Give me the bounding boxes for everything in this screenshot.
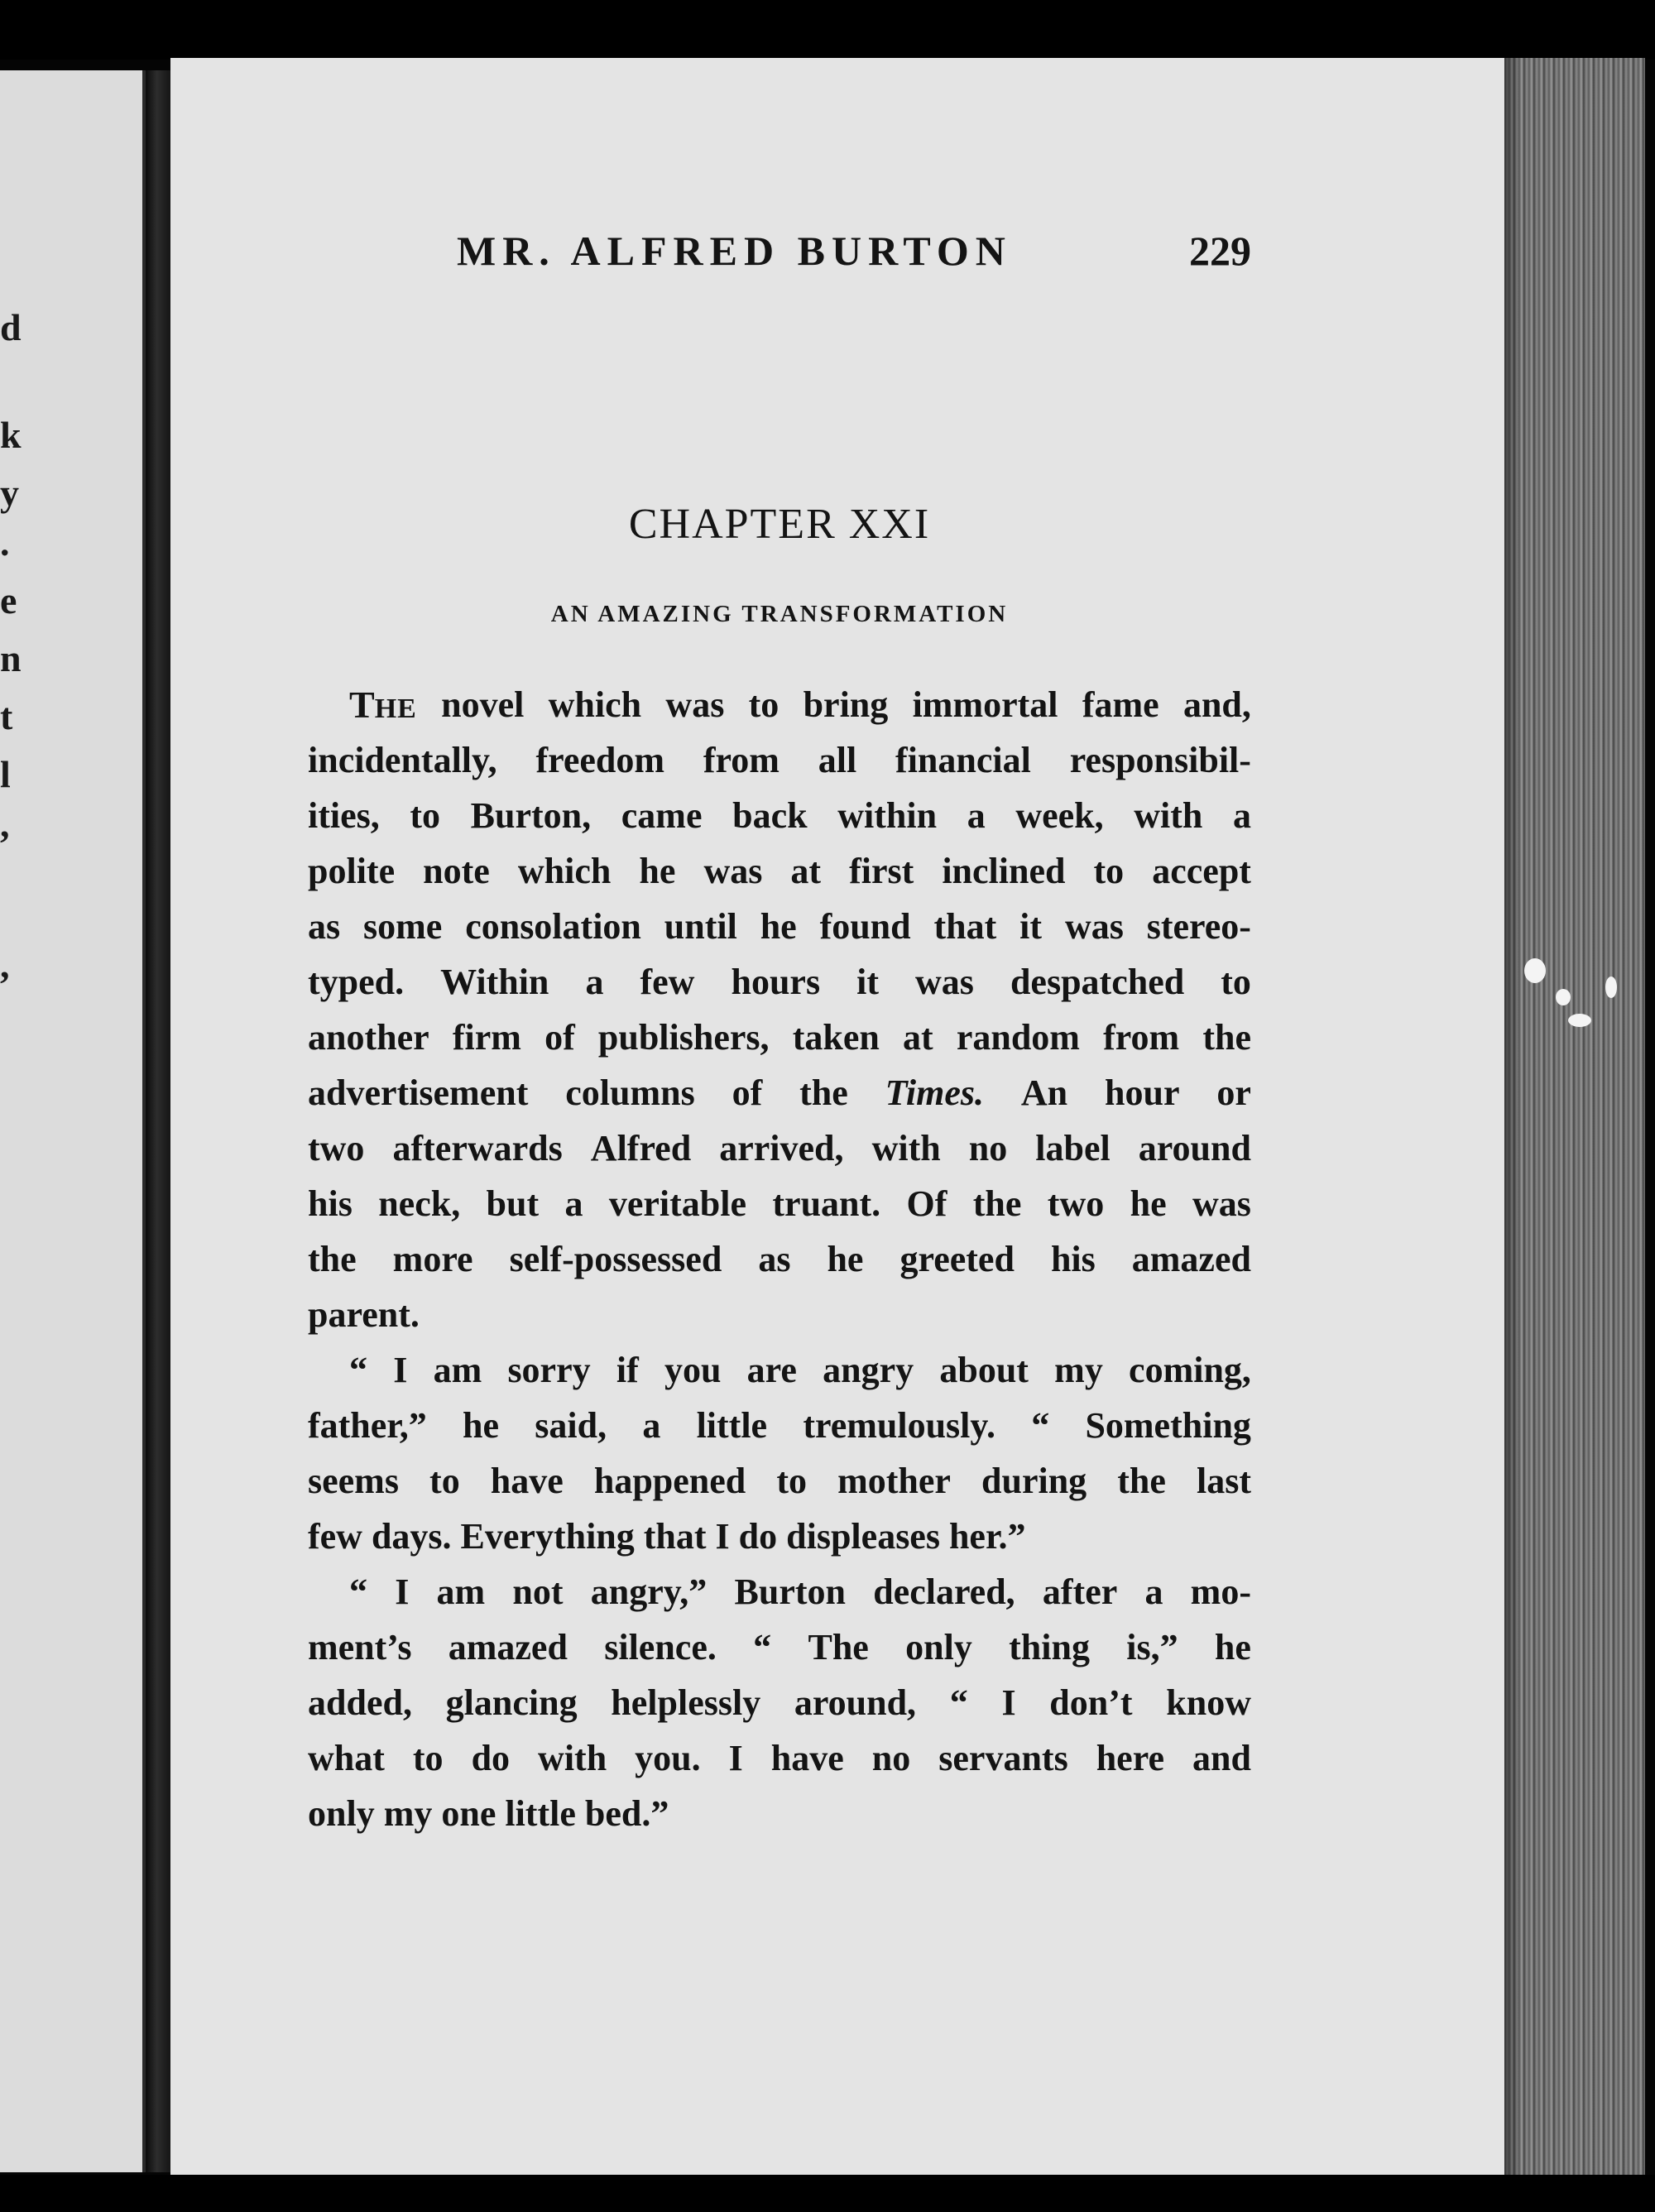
- word: you.: [635, 1738, 701, 1778]
- word: to: [412, 1738, 444, 1778]
- word: taken: [792, 1017, 880, 1058]
- word: sorry: [507, 1350, 591, 1390]
- word: “: [753, 1627, 772, 1667]
- word: all: [818, 740, 857, 780]
- word: I: [728, 1738, 743, 1778]
- text-line: [308, 1675, 1251, 1730]
- text-line: [308, 1176, 1251, 1231]
- facing-page-fragment: l: [0, 753, 11, 795]
- word: the: [1117, 1461, 1166, 1501]
- word: he: [1214, 1627, 1251, 1667]
- facing-page-edge: [0, 70, 146, 2172]
- word: found: [819, 906, 911, 947]
- word: immortal: [912, 684, 1058, 725]
- word: he: [760, 906, 797, 947]
- text-line: [308, 1453, 1251, 1509]
- word: “: [1031, 1405, 1050, 1446]
- word: the: [1202, 1017, 1251, 1058]
- word: stereo-: [1146, 906, 1251, 947]
- text-line: [308, 732, 1251, 788]
- word: thing: [1009, 1627, 1090, 1667]
- word: that: [933, 906, 997, 947]
- word: what: [308, 1738, 385, 1778]
- word: angry: [823, 1350, 914, 1390]
- text-line: [308, 843, 1251, 899]
- word: added,: [308, 1682, 412, 1723]
- word: his: [1050, 1239, 1096, 1279]
- word: a: [564, 1183, 583, 1224]
- word: hour: [1105, 1072, 1180, 1113]
- facing-page-fragment: k: [0, 414, 22, 456]
- word: a: [585, 962, 604, 1002]
- word: a: [1144, 1571, 1163, 1612]
- word: was: [703, 851, 763, 891]
- text-line: [308, 1398, 1251, 1453]
- word: as: [758, 1239, 791, 1279]
- word: back: [732, 795, 808, 836]
- word: “: [349, 1571, 367, 1612]
- word: afterwards: [392, 1128, 563, 1168]
- word: at: [790, 851, 822, 891]
- word: last: [1197, 1461, 1251, 1501]
- word: with: [538, 1738, 607, 1778]
- word: he: [827, 1239, 864, 1279]
- scan-top-border: [0, 0, 1655, 60]
- facing-page-fragment: .: [0, 521, 10, 564]
- word: columns: [565, 1072, 695, 1113]
- word: The: [808, 1627, 869, 1667]
- word: novel: [441, 684, 525, 725]
- word: veritable: [608, 1183, 747, 1224]
- word: amazed: [448, 1627, 568, 1667]
- word: father,”: [308, 1405, 427, 1446]
- word: helplessly: [611, 1682, 761, 1723]
- word: no: [871, 1738, 911, 1778]
- word: hours: [731, 962, 821, 1002]
- word: neck,: [378, 1183, 461, 1224]
- word: firm: [452, 1017, 521, 1058]
- word: tremulously.: [803, 1405, 995, 1446]
- book-gutter: [146, 70, 170, 2172]
- word: declared,: [873, 1571, 1015, 1612]
- opening-initial: T: [349, 684, 375, 726]
- word: happened: [593, 1461, 746, 1501]
- running-head-title: MR. ALFRED BURTON: [457, 228, 1012, 274]
- word: fame: [1082, 684, 1159, 725]
- word: is,”: [1126, 1627, 1178, 1667]
- word: little: [696, 1405, 768, 1446]
- word: not: [512, 1571, 564, 1612]
- word: the: [799, 1072, 848, 1113]
- word: bring: [803, 684, 889, 725]
- word: advertisement: [308, 1072, 529, 1113]
- scan-blemish: [1605, 976, 1617, 998]
- facing-page-fragment: e: [0, 579, 17, 621]
- text-line: [308, 677, 1251, 732]
- word: responsibil-: [1069, 740, 1251, 780]
- running-head: [308, 227, 1251, 285]
- text-line: [308, 1564, 1251, 1619]
- text-line: parent.: [308, 1294, 420, 1335]
- opening-small-caps-rest: HE: [374, 693, 417, 724]
- word: Of: [906, 1183, 947, 1224]
- word: a: [967, 795, 986, 836]
- word: accept: [1152, 851, 1251, 891]
- word: from: [703, 740, 780, 780]
- scan-blemish: [1556, 989, 1571, 1005]
- page-number: 229: [1189, 228, 1251, 274]
- word: publishers,: [597, 1017, 770, 1058]
- word: was: [1064, 906, 1124, 947]
- word: ment’s: [308, 1627, 412, 1667]
- body-text: [308, 677, 1251, 1841]
- word: polite: [308, 851, 396, 891]
- word: which: [548, 684, 642, 725]
- word: but: [486, 1183, 540, 1224]
- word: week,: [1015, 795, 1104, 836]
- text-line: [308, 788, 1251, 843]
- word: until: [664, 906, 737, 947]
- word: if: [616, 1350, 639, 1390]
- word: it: [1019, 906, 1043, 947]
- word: do: [471, 1738, 511, 1778]
- word: and: [1192, 1738, 1251, 1778]
- word: of: [544, 1017, 575, 1058]
- word: my: [1054, 1350, 1103, 1390]
- text-line: [308, 899, 1251, 954]
- facing-page-fragment: d: [0, 306, 22, 348]
- word: and,: [1182, 684, 1251, 725]
- word: about: [939, 1350, 1029, 1390]
- word: another: [308, 1017, 429, 1058]
- scan-blemish: [1524, 958, 1546, 983]
- word: with: [871, 1128, 941, 1168]
- facing-page-fragment: y: [0, 472, 19, 514]
- word: I: [1001, 1682, 1016, 1723]
- word: self-possessed: [509, 1239, 722, 1279]
- word: a: [642, 1405, 661, 1446]
- word: at: [903, 1017, 933, 1058]
- word: label: [1035, 1128, 1111, 1168]
- word: “: [949, 1682, 968, 1723]
- word: said,: [535, 1405, 607, 1446]
- word: was: [665, 684, 725, 725]
- text-line: [308, 1120, 1251, 1176]
- text-line: [308, 1065, 1251, 1120]
- word: it: [856, 962, 879, 1002]
- word: during: [981, 1461, 1087, 1501]
- word: of: [732, 1072, 763, 1113]
- word: you: [664, 1350, 722, 1390]
- word: financial: [895, 740, 1031, 780]
- word: angry,”: [590, 1571, 708, 1612]
- word: freedom: [535, 740, 665, 780]
- word: random: [956, 1017, 1080, 1058]
- word: Burton: [734, 1571, 846, 1612]
- word: as: [308, 906, 341, 947]
- word: Something: [1085, 1405, 1251, 1446]
- word: note: [423, 851, 490, 891]
- facing-page-fragment: ,: [0, 803, 10, 845]
- italic-newspaper-title: Times.: [885, 1072, 985, 1113]
- page-edge-shadow: [1504, 58, 1521, 2176]
- word: within: [837, 795, 938, 836]
- text-line: [308, 954, 1251, 1010]
- word: after: [1042, 1571, 1118, 1612]
- word: to: [748, 684, 780, 725]
- facing-page-text-fragments: [0, 70, 142, 2172]
- word: know: [1166, 1682, 1251, 1723]
- word: which: [517, 851, 612, 891]
- text-line: few days. Everything that I do displeases her.”: [308, 1516, 1026, 1557]
- word: more: [392, 1239, 473, 1279]
- word: to: [429, 1461, 460, 1501]
- scan-bottom-border: [0, 2175, 1655, 2212]
- facing-page-fragment: ,: [0, 943, 10, 986]
- word: have: [490, 1461, 564, 1501]
- word: his: [308, 1183, 353, 1224]
- word: despatched: [1010, 962, 1185, 1002]
- chapter-subtitle: AN AMAZING TRANSFORMATION: [550, 601, 1009, 627]
- word: was: [1192, 1183, 1251, 1224]
- word: first: [849, 851, 914, 891]
- word: few: [640, 962, 695, 1002]
- word: inclined: [942, 851, 1066, 891]
- text-line: [308, 1231, 1251, 1287]
- word: no: [968, 1128, 1008, 1168]
- word: with: [1134, 795, 1203, 836]
- text-line: only my one little bed.”: [308, 1793, 669, 1834]
- word: silence.: [604, 1627, 717, 1667]
- word: servants: [938, 1738, 1068, 1778]
- word: Burton,: [470, 795, 592, 836]
- word: Within: [440, 962, 549, 1002]
- word: he: [463, 1405, 500, 1446]
- facing-page-fragment: t: [0, 695, 13, 737]
- text-line: [308, 1342, 1251, 1398]
- word: was: [915, 962, 974, 1002]
- word: coming,: [1129, 1350, 1251, 1390]
- word: amazed: [1131, 1239, 1251, 1279]
- word: two: [308, 1128, 365, 1168]
- word: seems: [308, 1461, 399, 1501]
- word: “: [349, 1350, 367, 1390]
- word: to: [776, 1461, 808, 1501]
- scan-blemish: [1568, 1014, 1591, 1027]
- word: only: [905, 1627, 972, 1667]
- word: I: [395, 1571, 410, 1612]
- word: don’t: [1049, 1682, 1133, 1723]
- word: around: [1138, 1128, 1251, 1168]
- word: consolation: [465, 906, 641, 947]
- word: or: [1216, 1072, 1251, 1113]
- word: am: [436, 1571, 486, 1612]
- word: greeted: [899, 1239, 1015, 1279]
- word: Alfred: [590, 1128, 692, 1168]
- word: are: [746, 1350, 797, 1390]
- word: An: [1020, 1072, 1068, 1113]
- word: ities,: [308, 795, 380, 836]
- word: mo-: [1190, 1571, 1251, 1612]
- word: mother: [837, 1461, 951, 1501]
- word: some: [363, 906, 443, 947]
- word: glancing: [445, 1682, 578, 1723]
- opening-small-caps: [349, 677, 417, 732]
- page-edges: [1504, 58, 1645, 2176]
- word: came: [621, 795, 703, 836]
- word: am: [433, 1350, 482, 1390]
- word: have: [770, 1738, 844, 1778]
- text-line: [308, 1010, 1251, 1065]
- word: typed.: [308, 962, 405, 1002]
- word: the: [308, 1239, 357, 1279]
- facing-page-fragment: n: [0, 637, 22, 679]
- text-line: [308, 1730, 1251, 1786]
- word: he: [1130, 1183, 1167, 1224]
- word: he: [639, 851, 676, 891]
- word: to: [1221, 962, 1251, 1002]
- word: to: [410, 795, 441, 836]
- word: incidentally,: [308, 740, 497, 780]
- word: here: [1096, 1738, 1164, 1778]
- word: a: [1233, 795, 1251, 836]
- word: from: [1103, 1017, 1180, 1058]
- word: the: [972, 1183, 1022, 1224]
- word: around,: [794, 1682, 917, 1723]
- word: to: [1093, 851, 1125, 891]
- word: I: [393, 1350, 408, 1390]
- word: two: [1047, 1183, 1105, 1224]
- word: arrived,: [719, 1128, 844, 1168]
- chapter-heading: CHAPTER XXI: [628, 501, 931, 548]
- text-line: [308, 1619, 1251, 1675]
- word: truant.: [772, 1183, 881, 1224]
